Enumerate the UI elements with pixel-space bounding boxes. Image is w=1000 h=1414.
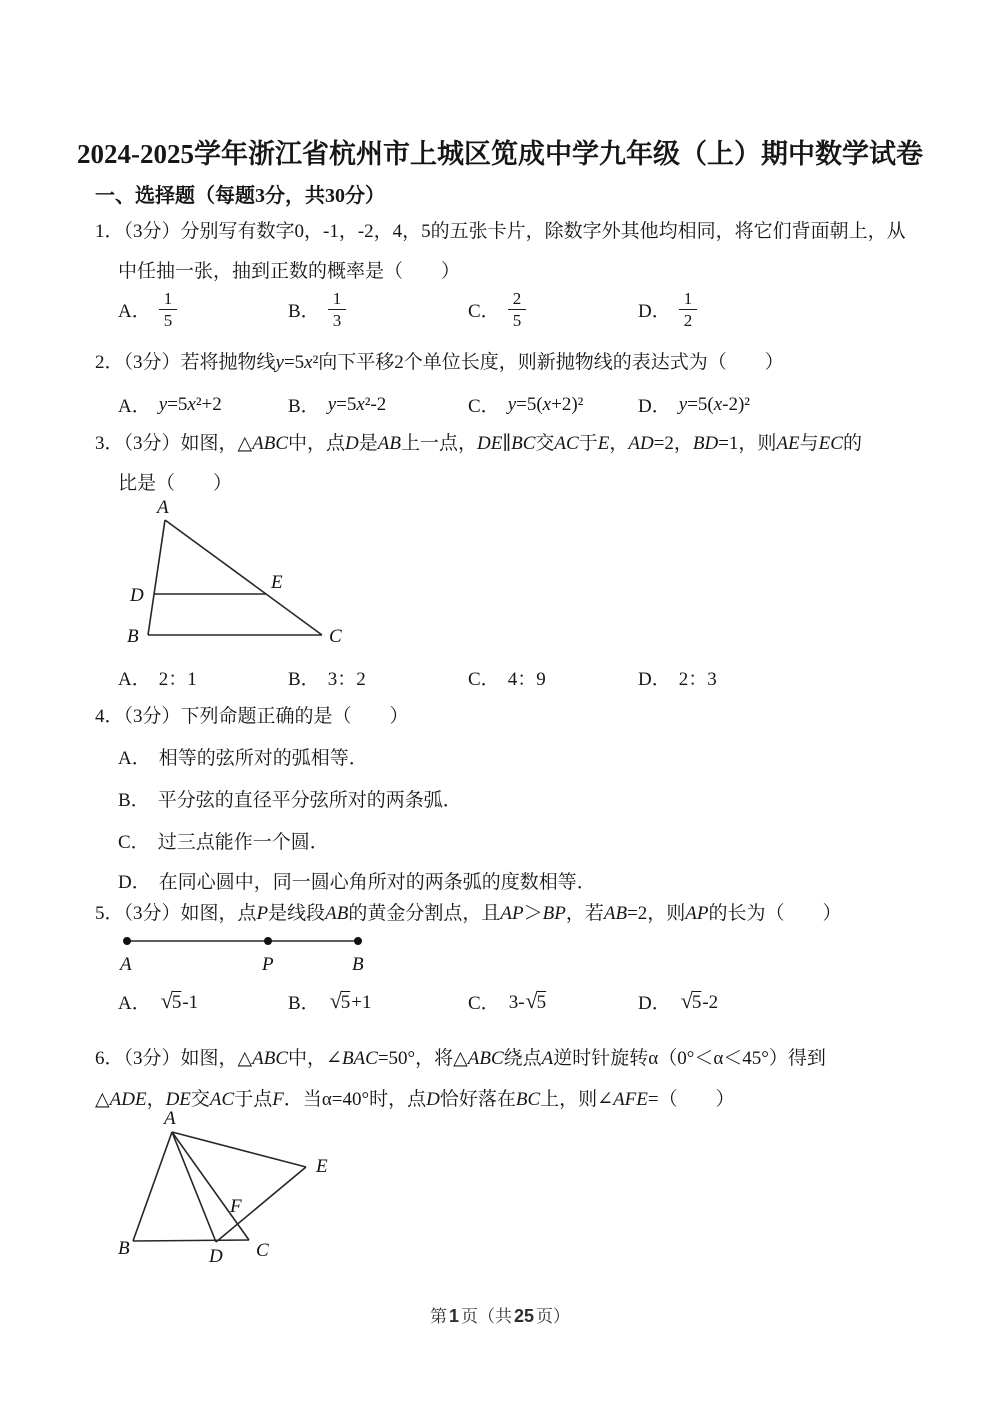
q2-option-a-text: y=5x²+2 <box>158 393 222 415</box>
fraction-denominator: 5 <box>163 311 173 330</box>
q4-option-a-text: 相等的弦所对的弧相等． <box>158 748 368 769</box>
edge-ae <box>172 1132 306 1167</box>
radicand: 5 <box>171 991 182 1013</box>
footer-suffix: 页） <box>536 1307 571 1326</box>
q2-option-d <box>638 391 750 418</box>
q4-option-a-label: A． <box>118 748 151 769</box>
q1-option-a <box>118 288 288 331</box>
point-p-dot <box>264 937 272 945</box>
footer-total-pages: 25 <box>513 1306 535 1326</box>
q1-option-c-label: C． <box>468 301 500 322</box>
fraction-numerator: 1 <box>159 288 178 310</box>
radical-icon: √ <box>160 987 173 1013</box>
question-5-stem: 5．（3分）如图，点P是线段AB的黄金分割点，且AP＞BP，若AB=2，则AP的长为（ ） <box>95 903 842 924</box>
q2-option-c-label: C． <box>468 396 500 417</box>
q3-option-a-label: A． <box>118 669 151 690</box>
radicand: 5 <box>691 991 702 1013</box>
radicand: 5 <box>340 991 351 1013</box>
question-3-stem-line1: 3．（3分）如图，△ABC中，点D是AB上一点，DE∥BC交AC于E，AD=2，BD=1，则AE与EC的 <box>95 433 862 454</box>
q5-option-a <box>118 988 288 1015</box>
q3-option-b <box>288 664 468 691</box>
q6-figure-rotated-triangles <box>100 1110 380 1268</box>
radical-expression <box>508 987 548 1014</box>
radical-icon: √ <box>329 987 342 1013</box>
q2-option-a-label: A． <box>118 396 151 417</box>
edge-bc <box>133 1240 249 1241</box>
q5-option-a-label: A． <box>118 993 151 1014</box>
point-label-p: P <box>262 954 274 975</box>
radical-icon: √ <box>525 987 538 1013</box>
q5-option-c-label: C． <box>468 993 500 1014</box>
q1-option-c <box>468 288 638 331</box>
fraction-numerator: 1 <box>679 288 698 310</box>
vertex-label-b: B <box>118 1238 130 1259</box>
radical-suffix: +1 <box>351 991 372 1013</box>
q2-option-d-label: D． <box>638 396 671 417</box>
radical-prefix: 3- <box>508 991 525 1013</box>
section-heading: 一、选择题（每题3分，共30分） <box>95 185 385 207</box>
question-4-stem: 4．（3分）下列命题正确的是（ ） <box>95 706 409 727</box>
question-3-options <box>118 664 717 691</box>
radicand: 5 <box>536 991 547 1013</box>
q4-option-d <box>118 870 596 896</box>
q4-option-c <box>118 830 329 856</box>
question-5-options <box>118 988 719 1015</box>
edge-ab <box>148 520 165 635</box>
vertex-label-d: D <box>209 1246 223 1267</box>
radical-icon: √ <box>680 987 693 1013</box>
q2-option-b-label: B． <box>288 396 320 417</box>
question-2-stem: 2．（3分）若将抛物线y=5x²向下平移2个单位长度，则新抛物线的表达式为（ ） <box>95 352 784 373</box>
edge-ac <box>165 520 322 635</box>
vertex-label-d: D <box>130 585 144 606</box>
point-label-b: B <box>352 954 364 975</box>
fraction-numerator: 1 <box>328 288 347 310</box>
page-footer <box>0 1302 1000 1327</box>
q4-option-d-label: D． <box>118 872 151 893</box>
question-6-stem-line1: 6．（3分）如图，△ABC中，∠BAC=50°，将△ABC绕点A逆时针旋转α（0°＜α＜45°）得到 <box>95 1048 826 1069</box>
radical-expression <box>679 987 719 1014</box>
page-title: 2024-2025学年浙江省杭州市上城区笕成中学九年级（上）期中数学试卷 <box>77 139 923 169</box>
question-3-stem-line2: 比是（ ） <box>118 473 233 494</box>
question-2-options <box>118 391 750 418</box>
question-1-stem-line1: 1．（3分）分别写有数字0，-1，-2，4，5的五张卡片，除数字外其他均相同，将它们背面朝上，从 <box>95 221 906 242</box>
vertex-label-e: E <box>271 572 283 593</box>
q2-option-c-text: y=5(x+2)² <box>507 393 584 415</box>
q4-option-a <box>118 746 368 772</box>
radical-suffix: -2 <box>702 991 719 1013</box>
q1-option-d <box>638 288 697 331</box>
q5-option-d <box>638 988 719 1015</box>
question-1-stem-line2: 中任抽一张，抽到正数的概率是（ ） <box>118 261 461 282</box>
q1-option-a-label: A． <box>118 301 151 322</box>
question-1-options <box>118 288 697 331</box>
q4-option-c-text: 过三点能作一个圆． <box>157 832 329 853</box>
vertex-label-a: A <box>164 1110 176 1129</box>
edge-ab <box>133 1132 172 1241</box>
q4-option-b-label: B． <box>118 790 150 811</box>
vertex-label-c: C <box>256 1240 269 1261</box>
question-6-stem-line2: △ADE，DE交AC于点F．当α=40°时，点D恰好落在BC上，则∠AFE=（ ） <box>95 1089 735 1110</box>
edge-ad <box>172 1132 216 1242</box>
vertex-label-f: F <box>230 1196 242 1217</box>
footer-prefix: 第 <box>429 1307 447 1326</box>
fraction-denominator: 3 <box>332 311 342 330</box>
q3-option-c-label: C． <box>468 669 500 690</box>
q2-option-d-text: y=5(x-2)² <box>678 393 751 415</box>
vertex-label-a: A <box>157 498 169 518</box>
q5-option-c <box>468 988 638 1015</box>
q3-option-d-text: 2：3 <box>678 669 717 690</box>
radical-expression <box>328 987 373 1014</box>
point-b-dot <box>354 937 362 945</box>
footer-page-number: 1 <box>448 1306 459 1326</box>
point-a-dot <box>123 937 131 945</box>
vertex-label-c: C <box>329 626 342 647</box>
q1-option-b-label: B． <box>288 301 320 322</box>
q4-option-b-text: 平分弦的直径平分弦所对的两条弧． <box>157 790 462 811</box>
q1-option-b <box>288 288 468 331</box>
fraction <box>679 288 698 331</box>
point-label-a: A <box>120 954 132 975</box>
q3-option-c-text: 4：9 <box>507 669 546 690</box>
q5-option-b <box>288 988 468 1015</box>
q4-option-d-text: 在同心圆中，同一圆心角所对的两条弧的度数相等． <box>158 872 596 893</box>
q3-option-b-label: B． <box>288 669 320 690</box>
q4-option-c-label: C． <box>118 832 150 853</box>
q3-option-c <box>468 664 638 691</box>
q1-option-d-label: D． <box>638 301 671 322</box>
fraction <box>159 288 178 331</box>
q2-option-c <box>468 391 638 418</box>
q3-option-d <box>638 664 717 691</box>
q2-option-b-text: y=5x²-2 <box>327 393 387 415</box>
q5-option-b-label: B． <box>288 993 320 1014</box>
fraction <box>508 288 527 331</box>
q3-figure-triangle <box>100 498 400 658</box>
q3-option-b-text: 3：2 <box>327 669 366 690</box>
radical-expression <box>159 987 199 1014</box>
radical-suffix: -1 <box>182 991 199 1013</box>
fraction-denominator: 2 <box>683 311 693 330</box>
q3-option-a <box>118 664 288 691</box>
fraction <box>328 288 347 331</box>
q2-option-b <box>288 391 468 418</box>
q5-option-d-label: D． <box>638 993 671 1014</box>
footer-middle: 页（共 <box>460 1307 512 1326</box>
q2-option-a <box>118 391 288 418</box>
fraction-denominator: 5 <box>512 311 522 330</box>
vertex-label-e: E <box>316 1156 328 1177</box>
q3-option-a-text: 2：1 <box>158 669 197 690</box>
fraction-numerator: 2 <box>508 288 527 310</box>
q4-option-b <box>118 788 462 814</box>
q5-figure-segment <box>100 922 400 977</box>
q3-option-d-label: D． <box>638 669 671 690</box>
vertex-label-b: B <box>127 626 139 647</box>
